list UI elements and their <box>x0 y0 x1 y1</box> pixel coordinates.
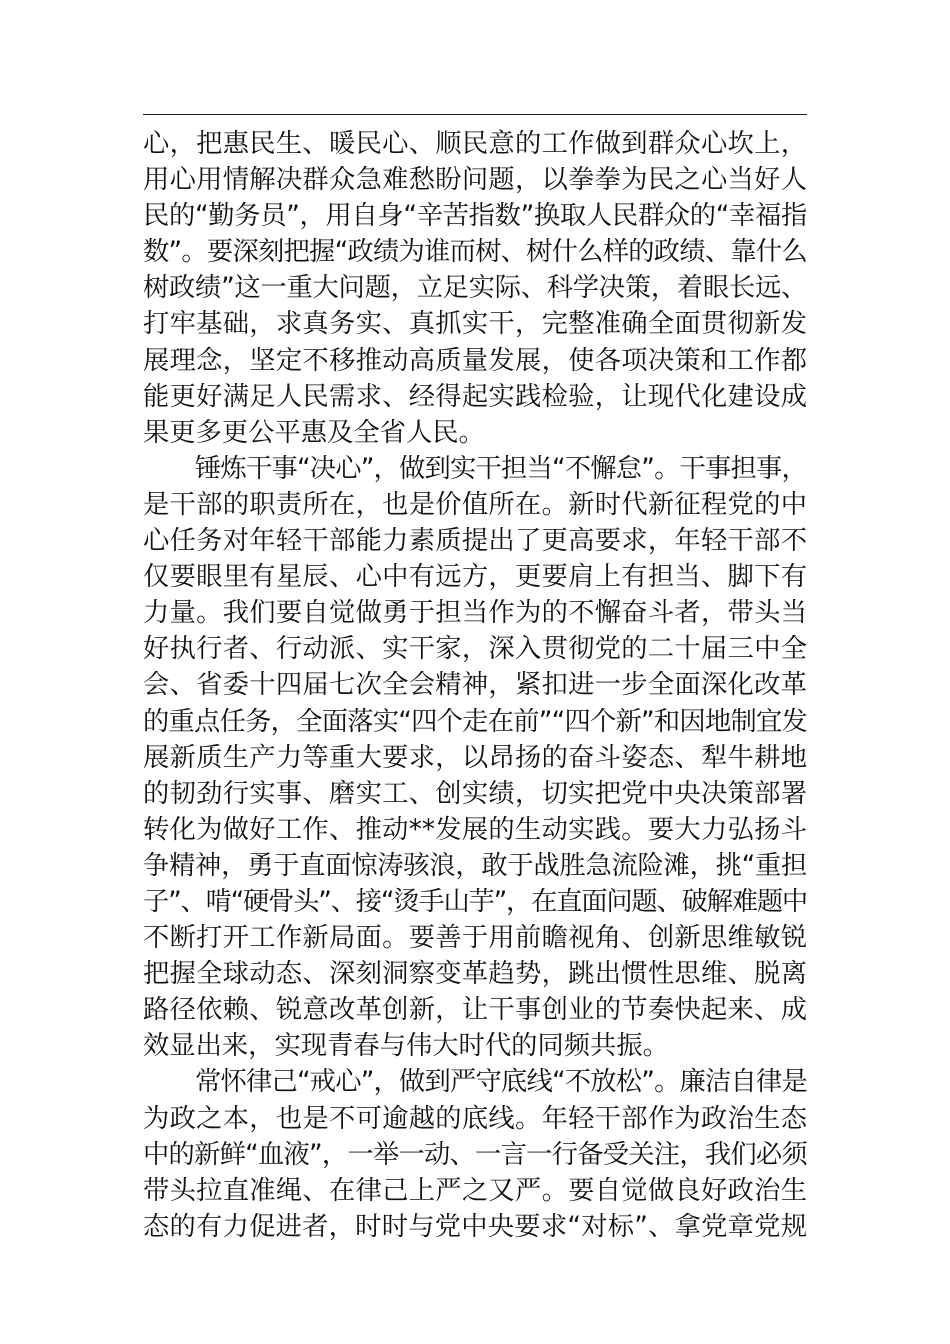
line-text: 树政绩”这一重大问题，立足实际、科学决策，着眼长远、 <box>143 273 808 304</box>
text-line <box>143 198 807 234</box>
text-line <box>143 848 807 884</box>
line-text: 带头拉直准绳、在律己上严之又严。要自觉做良好政治生 <box>143 1175 807 1206</box>
text-line <box>143 559 807 595</box>
text-line <box>143 415 807 451</box>
line-text: 能更好满足人民需求、经得起实践检验，让现代化建设成 <box>143 381 807 412</box>
line-text: 为政之本，也是不可逾越的底线。年轻干部作为政治生态 <box>143 1103 807 1134</box>
line-text: 子”、啃“硬骨头”、接“烫手山芋”，在直面问题、破解难题中 <box>143 886 807 917</box>
line-text: 效显出来，实现青春与伟大时代的同频共振。 <box>143 1031 669 1062</box>
paragraph <box>143 126 807 451</box>
line-text: 会、省委十四届七次全会精神，紧扣进一步全面深化改革 <box>143 670 807 701</box>
line-text: 数”。要深刻把握“政绩为谁而树、树什么样的政绩、靠什么 <box>143 237 807 268</box>
text-line <box>143 1173 807 1209</box>
body-text <box>143 126 807 1245</box>
line-text: 的韧劲行实事、磨实工、创实绩，切实把党中央决策部署 <box>143 778 807 809</box>
text-line <box>143 523 807 559</box>
text-line <box>143 740 807 776</box>
text-line <box>143 1137 807 1173</box>
text-line <box>143 704 807 740</box>
line-text: 把握全球动态、深刻洞察变革趋势，跳出惯性思维、脱离 <box>143 959 807 990</box>
header-rule <box>143 114 807 115</box>
text-line <box>143 992 807 1028</box>
line-text: 的重点任务，全面落实“四个走在前”“四个新”和因地制宜发 <box>143 706 808 737</box>
paragraph <box>143 451 807 1065</box>
line-text: 果更多更公平惠及全省人民。 <box>143 417 485 448</box>
line-text: 转化为做好工作、推动**发展的生动实践。要大力弘扬斗 <box>143 814 807 845</box>
line-text: 心，把惠民生、暖民心、顺民意的工作做到群众心坎上， <box>143 129 807 159</box>
line-text: 民的“勤务员”，用自身“辛苦指数”换取人民群众的“幸福指 <box>143 201 807 232</box>
text-line <box>143 1209 807 1245</box>
paragraph <box>143 1064 807 1244</box>
text-line <box>143 884 807 920</box>
text-line <box>143 451 807 487</box>
text-line <box>143 1028 807 1064</box>
line-text: 好执行者、行动派、实干家，深入贯彻党的二十届三中全 <box>143 634 807 665</box>
text-line <box>143 162 807 198</box>
text-line <box>143 343 807 379</box>
line-text: 锤炼干事“决心”，做到实干担当“不懈怠”。干事担事， <box>195 453 807 484</box>
line-text: 展理念，坚定不移推动高质量发展，使各项决策和工作都 <box>143 345 807 376</box>
text-line <box>143 487 807 523</box>
text-line <box>143 379 807 415</box>
line-text: 不断打开工作新局面。要善于用前瞻视角、创新思维敏锐 <box>143 923 807 954</box>
text-line <box>143 270 807 306</box>
text-line <box>143 595 807 631</box>
line-text: 路径依赖、锐意改革创新，让干事创业的节奏快起来、成 <box>143 995 807 1026</box>
line-text: 态的有力促进者，时时与党中央要求“对标”、拿党章党规 <box>143 1211 807 1242</box>
line-text: 常怀律己“戒心”，做到严守底线“不放松”。廉洁自律是 <box>195 1067 807 1098</box>
line-text: 仅要眼里有星辰、心中有远方，更要肩上有担当、脚下有 <box>143 562 807 593</box>
text-line <box>143 956 807 992</box>
text-line <box>143 631 807 667</box>
text-line <box>143 776 807 812</box>
text-line <box>143 812 807 848</box>
text-line <box>143 667 807 703</box>
line-text: 展新质生产力等重大要求，以昂扬的奋斗姿态、犁牛耕地 <box>143 742 807 773</box>
text-line <box>143 234 807 270</box>
line-text: 是干部的职责所在，也是价值所在。新时代新征程党的中 <box>143 489 807 520</box>
line-text: 打牢基础，求真务实、真抓实干，完整准确全面贯彻新发 <box>143 309 807 340</box>
line-text: 力量。我们要自觉做勇于担当作为的不懈奋斗者，带头当 <box>143 598 807 629</box>
line-text: 争精神，勇于直面惊涛骇浪，敢于战胜急流险滩，挑“重担 <box>143 850 808 881</box>
text-line <box>143 1064 807 1100</box>
line-text: 心任务对年轻干部能力素质提出了更高要求，年轻干部不 <box>143 526 807 557</box>
text-line <box>143 126 807 162</box>
line-text: 中的新鲜“血液”，一举一动、一言一行备受关注，我们必须 <box>143 1139 807 1170</box>
text-line <box>143 306 807 342</box>
text-line <box>143 920 807 956</box>
text-line <box>143 1101 807 1137</box>
line-text: 用心用情解决群众急难愁盼问题，以拳拳为民之心当好人 <box>143 165 807 196</box>
